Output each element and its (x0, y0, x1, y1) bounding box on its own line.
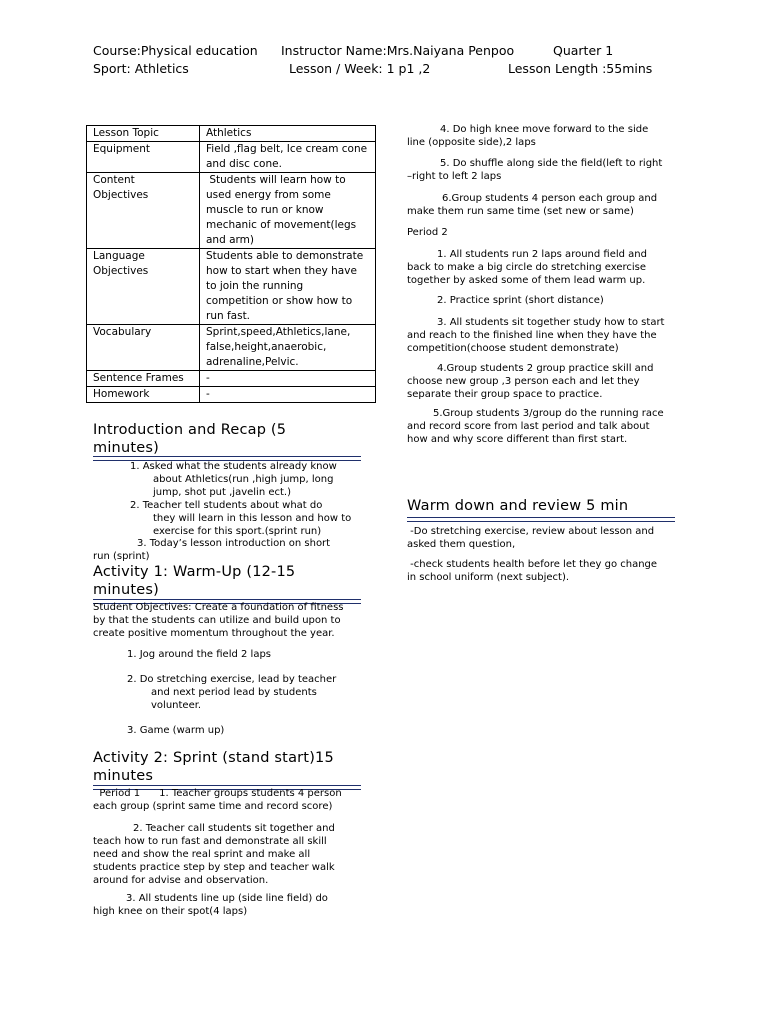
lesson-table-value-line: Sprint,speed,Athletics,lane, (206, 326, 351, 338)
lesson-week-label: Lesson / Week: 1 p1 ,2 (289, 61, 431, 76)
lesson-table-key-line: Equipment (93, 143, 150, 155)
activity1-heading: Activity 1: Warm-Up (12-15 minutes) (93, 564, 296, 598)
lesson-table-value-line: - (206, 372, 210, 384)
lesson-table-value-line: muscle to run or know (206, 204, 324, 216)
warm-down-heading: Warm down and review 5 min (407, 498, 629, 514)
warm-down-item2: -check students health before let they go change in school uniform (next subject). (407, 559, 658, 583)
lesson-table-value-line: Students will learn how to (206, 174, 346, 186)
activity1-objectives: Student Objectives: Create a foundation of fitness by that the students can utilize and build upon to create positive momentum throughout the year. (93, 602, 344, 639)
lesson-table-key (87, 387, 200, 403)
activity2-period1-item1: Period 1 1. Teacher groups students 4 person each group (sprint same time and record score) (93, 788, 342, 812)
intro-item-1: 1. Asked what the students already know about Athletics(run ,high jump, long jump, shot put ,javelin ect.) (130, 461, 337, 498)
period2-label: Period 2 (407, 227, 448, 238)
lesson-table-key-line: Objectives (93, 189, 149, 201)
lesson-table-value-line: and arm) (206, 234, 254, 246)
lesson-table-key-line: Language (93, 250, 145, 262)
quarter-label: Quarter 1 (553, 43, 614, 58)
warm-down-item1: -Do stretching exercise, review about lesson and asked them question, (407, 526, 655, 550)
lesson-table-value (200, 126, 376, 142)
course-label: Course:Physical education (93, 43, 258, 58)
lesson-table-value (200, 173, 376, 249)
lesson-table-row (87, 387, 376, 403)
lesson-table-value-line: to join the running (206, 280, 304, 292)
lesson-table-key-line: Objectives (93, 265, 149, 277)
lesson-table-value (200, 142, 376, 173)
sport-label: Sport: Athletics (93, 61, 189, 76)
lesson-table-row (87, 173, 376, 249)
period2-item5: 5.Group students 3/group do the running race and record score from last period and talk about how and why score different than first start. (407, 408, 664, 445)
lesson-table-key (87, 126, 200, 142)
lesson-table-key-line: Homework (93, 388, 150, 400)
lesson-table-key (87, 371, 200, 387)
activity2-period1-item2: 2. Teacher call students sit together and teach how to run fast and demonstrate all skill need and show the real sprint and make all students practice step by step and teacher walk around for advise and observation. (93, 823, 335, 886)
lesson-table-value-line: run fast. (206, 310, 251, 322)
period1-item4: 4. Do high knee move forward to the side line (opposite side),2 laps (407, 124, 649, 148)
lesson-table-key-line: Sentence Frames (93, 372, 184, 384)
lesson-table-value (200, 325, 376, 371)
lesson-table-value-line: Students able to demonstrate (206, 250, 364, 262)
intro-item-2: 2. Teacher tell students about what do they will learn in this lesson and how to exercise for this sport.(sprint run) (130, 500, 352, 537)
lesson-table-value (200, 387, 376, 403)
warm-down-heading-rule (407, 517, 675, 522)
lesson-table-value-line: how to start when they have (206, 265, 357, 277)
activity1-step-3: 3. Game (warm up) (127, 725, 225, 736)
lesson-table-value-line: - (206, 388, 210, 400)
period2-item3: 3. All students sit together study how to start and reach to the finished line when they have the competition(choose student demonstrate) (407, 317, 665, 354)
lesson-table-key (87, 173, 200, 249)
lesson-table-value-line: competition or show how to (206, 295, 353, 307)
activity1-step-2: 2. Do stretching exercise, lead by teacher and next period lead by students volunteer. (127, 674, 337, 711)
lesson-table-key (87, 142, 200, 173)
period2-item4: 4.Group students 2 group practice skill and choose new group ,3 person each and let they separate their group space to practice. (407, 363, 654, 400)
lesson-table-value-line: used energy from some (206, 189, 331, 201)
lesson-table-row (87, 371, 376, 387)
lesson-table-value-line: Athletics (206, 127, 252, 139)
lesson-table-key (87, 325, 200, 371)
lesson-length-label: Lesson Length :55mins (508, 61, 653, 76)
period2-item1: 1. All students run 2 laps around field and back to make a big circle do stretching exercise together by asked some of them lead warm up. (407, 249, 647, 286)
lesson-table-key-line: Content (93, 174, 135, 186)
lesson-table-value-line: Field ,flag belt, Ice cream cone (206, 143, 368, 155)
instructor-label: Instructor Name:Mrs.Naiyana Penpoo (281, 43, 515, 58)
lesson-table-key (87, 249, 200, 325)
intro-item-3: 3. Today’s lesson introduction on short run (sprint) (93, 538, 331, 562)
period2-item2: 2. Practice sprint (short distance) (437, 295, 604, 306)
activity1-step-1: 1. Jog around the field 2 laps (127, 649, 272, 660)
lesson-table-value (200, 371, 376, 387)
lesson-table-value-line: adrenaline,Pelvic. (206, 356, 299, 368)
intro-heading: Introduction and Recap (5 minutes) (93, 422, 287, 456)
activity2-period1-item3: 3. All students line up (side line field) do high knee on their spot(4 laps) (93, 893, 328, 917)
lesson-table-key-line: Lesson Topic (93, 127, 159, 139)
lesson-table-key-line: Vocabulary (93, 326, 152, 338)
period1-item6: 6.Group students 4 person each group and make them run same time (set new or same) (407, 193, 658, 217)
period1-item5: 5. Do shuffle along side the field(left to right –right to left 2 laps (407, 158, 663, 182)
lesson-table-row (87, 142, 376, 173)
lesson-table-value-line: and disc cone. (206, 158, 282, 170)
lesson-table-value-line: false,height,anaerobic, (206, 341, 327, 353)
lesson-table-value-line: mechanic of movement(legs (206, 219, 357, 231)
lesson-table-row (87, 249, 376, 325)
lesson-table (86, 125, 376, 403)
lesson-table-row (87, 126, 376, 142)
activity2-heading: Activity 2: Sprint (stand start)15 minutes (93, 750, 334, 784)
lesson-table-value (200, 249, 376, 325)
lesson-table-row (87, 325, 376, 371)
